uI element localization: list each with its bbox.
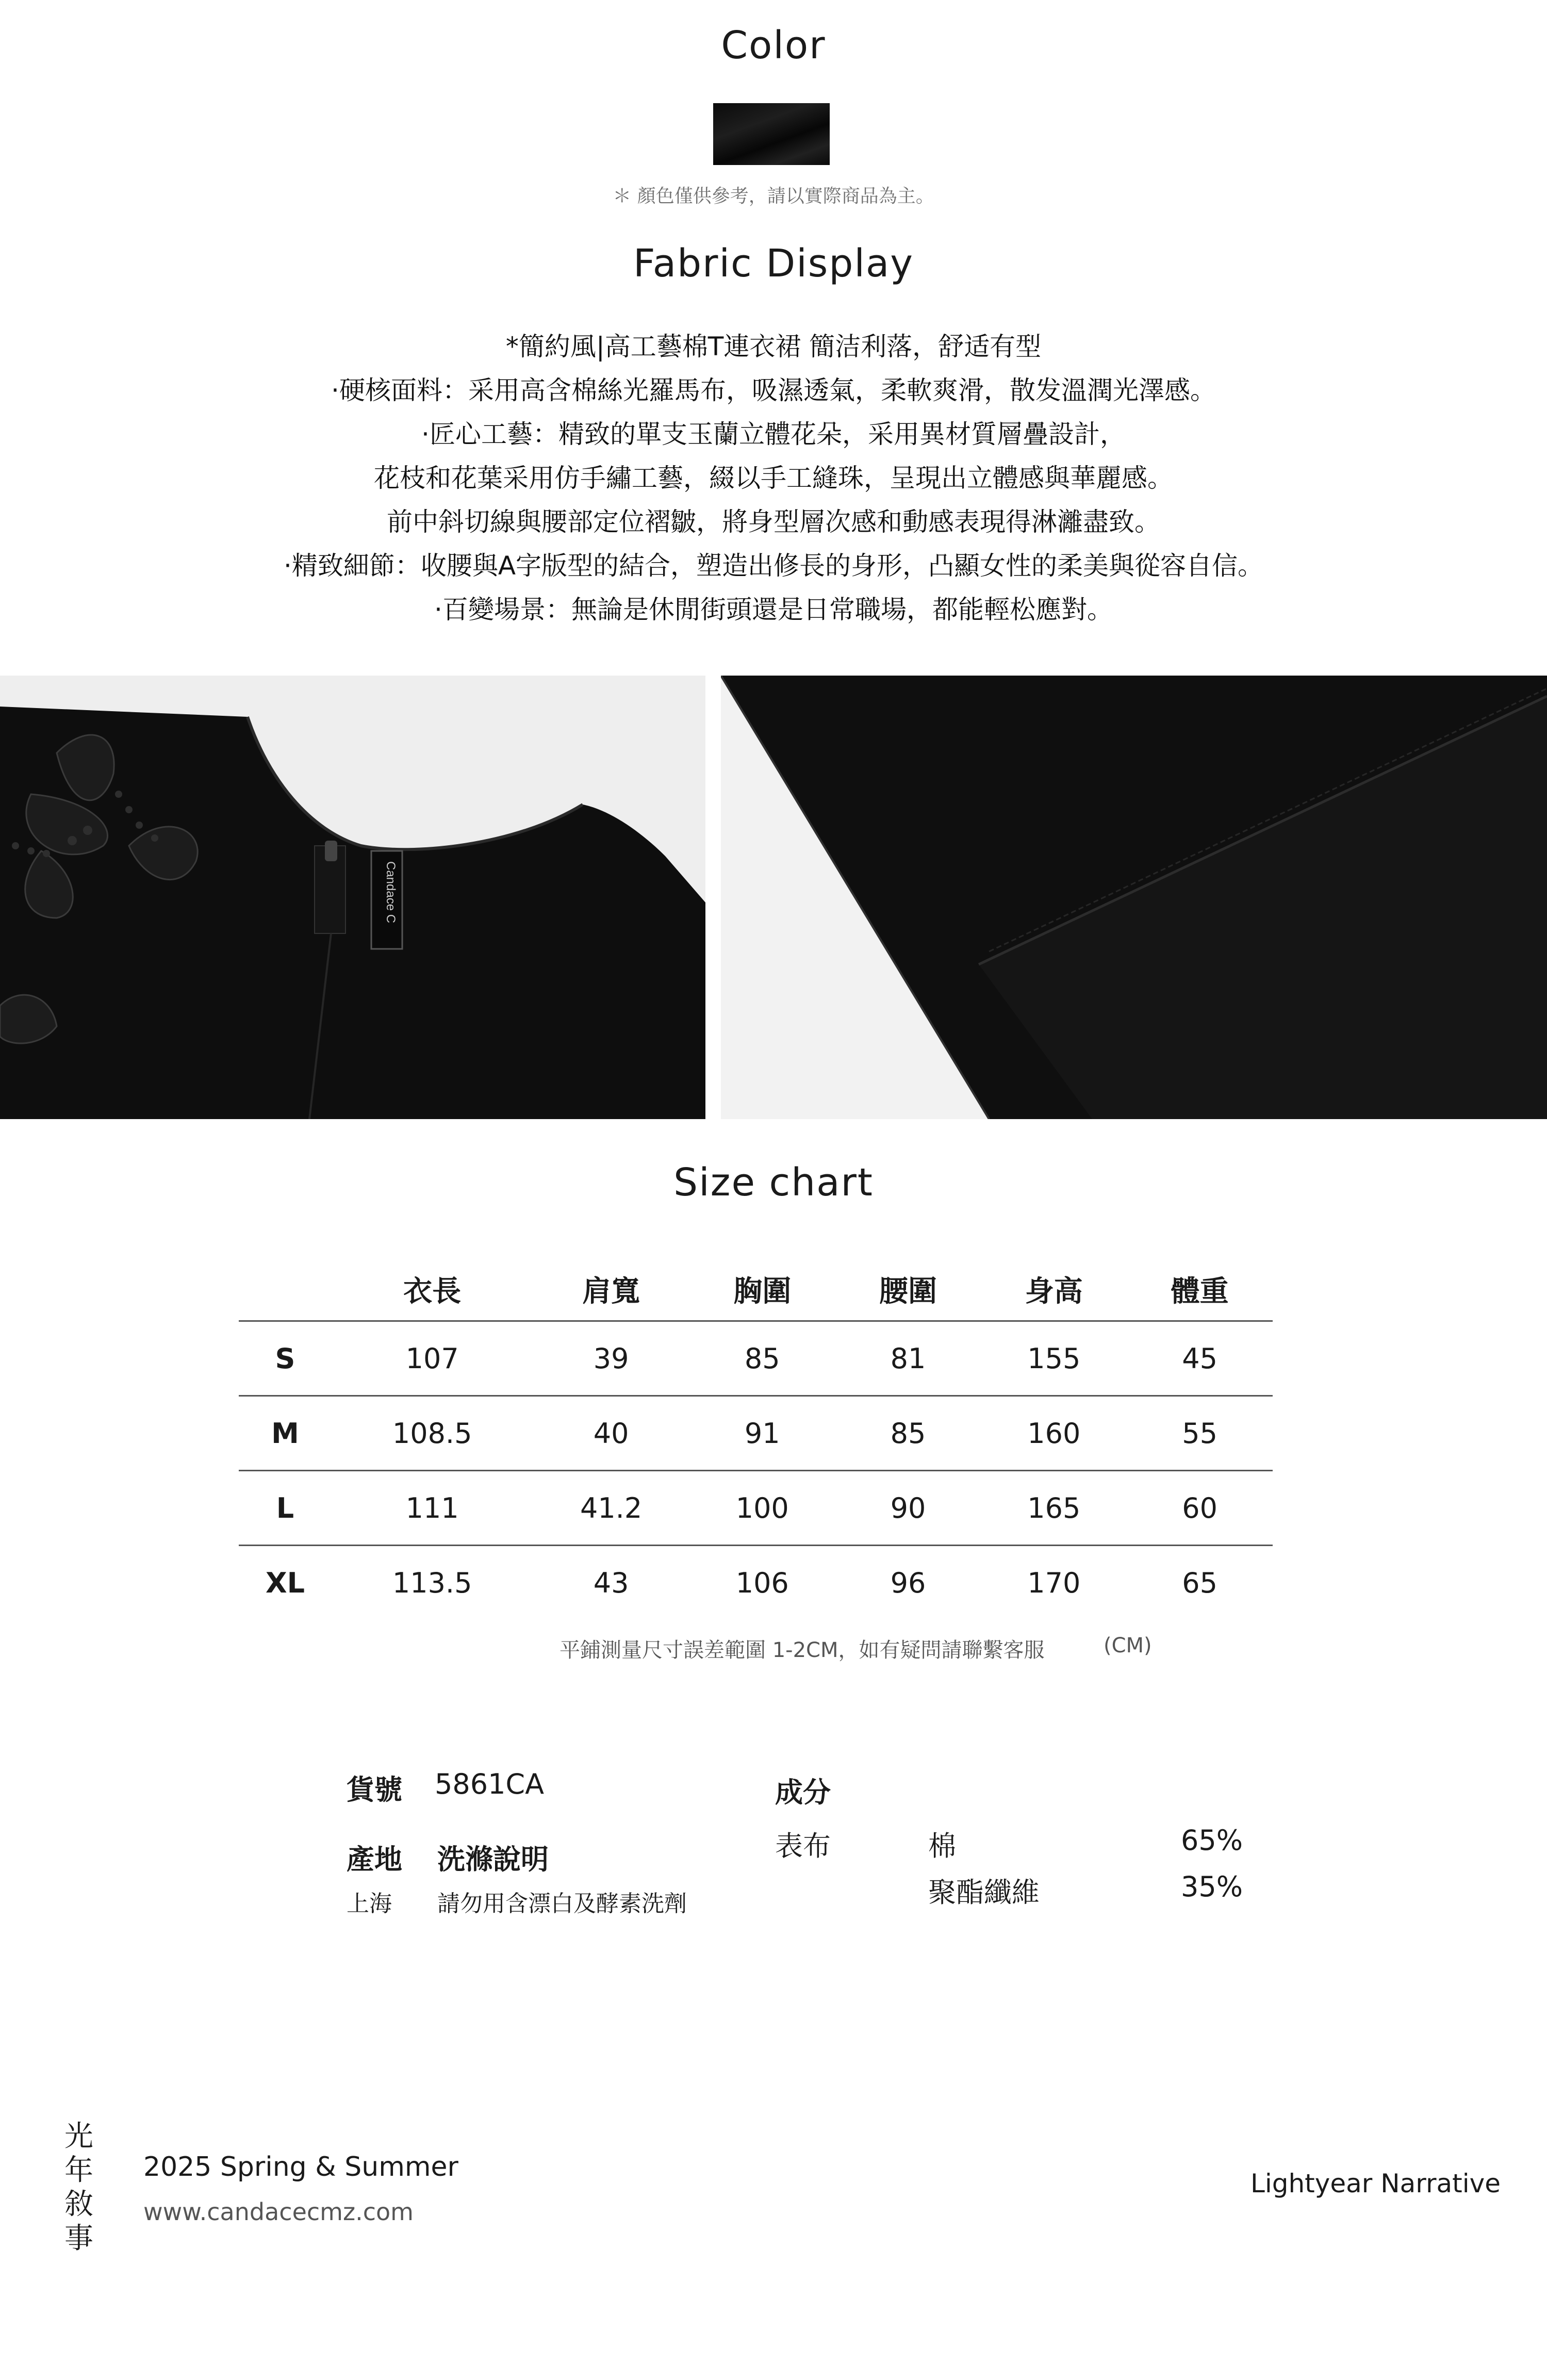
table-cell: 45 bbox=[1127, 1321, 1273, 1396]
size-table bbox=[239, 1258, 1273, 1619]
table-row bbox=[239, 1396, 1273, 1471]
size-label: L bbox=[239, 1471, 332, 1546]
table-row bbox=[239, 1321, 1273, 1396]
black-color-swatch[interactable] bbox=[713, 103, 830, 165]
table-cell: 155 bbox=[981, 1321, 1127, 1396]
table-cell: 41.2 bbox=[533, 1471, 689, 1546]
table-cell: 113.5 bbox=[332, 1546, 533, 1620]
table-cell: 107 bbox=[332, 1321, 533, 1396]
wash-instruction: 請勿用含漂白及酵素洗劑 bbox=[437, 1891, 687, 1917]
size-label: M bbox=[239, 1396, 332, 1471]
table-cell: 65 bbox=[1127, 1546, 1273, 1620]
description-line: *簡約風|高工藝棉T連衣裙 簡洁利落，舒适有型 bbox=[505, 332, 1042, 362]
description-line: ·硬核面料：采用高含棉絲光羅馬布，吸濕透氣，柔軟爽滑，散发溫潤光澤感。 bbox=[331, 375, 1216, 405]
table-cell: 39 bbox=[533, 1321, 689, 1396]
header-cell: 身高 bbox=[1025, 1275, 1083, 1308]
item-no-label: 貨號 bbox=[347, 1774, 402, 1806]
table-cell: 43 bbox=[533, 1546, 689, 1620]
table-cell: 108.5 bbox=[332, 1396, 533, 1471]
material-percent: 65% bbox=[1181, 1824, 1243, 1857]
table-cell: 165 bbox=[981, 1471, 1127, 1546]
table-cell: 85 bbox=[689, 1321, 835, 1396]
table-cell: 60 bbox=[1127, 1471, 1273, 1546]
table-cell: 111 bbox=[332, 1471, 533, 1546]
table-row bbox=[239, 1471, 1273, 1546]
color-section-title: Color bbox=[721, 23, 826, 68]
origin-value: 上海 bbox=[347, 1891, 392, 1917]
description-line: 花枝和花葉采用仿手繡工藝，綴以手工縫珠，呈現出立體感與華麗感。 bbox=[374, 463, 1173, 493]
garment-label-text: Candace C bbox=[384, 861, 398, 924]
header-cell: 肩寬 bbox=[582, 1275, 640, 1308]
table-cell: 90 bbox=[835, 1471, 981, 1546]
fabric-part: 表布 bbox=[775, 1830, 831, 1862]
item-no-value: 5861CA bbox=[435, 1768, 545, 1800]
description-line: ·百變場景：無論是休閒街頭還是日常職場，都能輕松應對。 bbox=[434, 595, 1113, 625]
website-link[interactable]: www.candacecmz.com bbox=[143, 2198, 414, 2226]
header-cell: 腰圍 bbox=[879, 1275, 937, 1308]
size-label: XL bbox=[239, 1546, 332, 1620]
size-label: S bbox=[239, 1321, 332, 1396]
table-cell: 91 bbox=[689, 1396, 835, 1471]
header-cell: 衣長 bbox=[403, 1275, 462, 1308]
fabric-section-title: Fabric Display bbox=[633, 241, 914, 286]
table-cell: 96 bbox=[835, 1546, 981, 1620]
material-name: 棉 bbox=[928, 1830, 956, 1862]
table-cell: 100 bbox=[689, 1471, 835, 1546]
table-cell: 170 bbox=[981, 1546, 1127, 1620]
table-row bbox=[239, 1546, 1273, 1620]
neckline-detail-photo bbox=[0, 676, 705, 1119]
description-line: 前中斜切線與腰部定位褶皺，將身型層次感和動感表現得淋灕盡致。 bbox=[387, 507, 1160, 537]
size-table-header bbox=[239, 1258, 1273, 1321]
description-line: ·匠心工藝：精致的單支玉蘭立體花朵，采用異材質層疊設計， bbox=[421, 419, 1126, 449]
table-cell: 81 bbox=[835, 1321, 981, 1396]
size-unit: (CM) bbox=[1104, 1634, 1152, 1657]
header-cell: 體重 bbox=[1171, 1275, 1229, 1308]
color-disclaimer: ＊ 顏色僅供參考，請以實際商品為主。 bbox=[613, 186, 934, 207]
table-cell: 85 bbox=[835, 1396, 981, 1471]
neckline-illustration bbox=[0, 676, 705, 1119]
brand-name-en: Lightyear Narrative bbox=[1250, 2169, 1501, 2198]
fabric-description bbox=[0, 325, 1547, 632]
wash-label: 洗滌說明 bbox=[437, 1843, 549, 1876]
season-label: 2025 Spring & Summer bbox=[143, 2152, 458, 2182]
table-cell: 106 bbox=[689, 1546, 835, 1620]
size-measurement-note: 平鋪測量尺寸誤差範圍 1-2CM，如有疑問請聯繫客服 bbox=[559, 1638, 1045, 1662]
table-cell: 160 bbox=[981, 1396, 1127, 1471]
description-line: ·精致細節：收腰與A字版型的結合，塑造出修長的身形，凸顯女性的柔美與從容自信。 bbox=[283, 551, 1264, 581]
composition-label: 成分 bbox=[775, 1776, 831, 1809]
header-cell: 胸圍 bbox=[733, 1275, 792, 1308]
hem-illustration bbox=[721, 676, 1547, 1119]
table-cell: 40 bbox=[533, 1396, 689, 1471]
material-name: 聚酯纖維 bbox=[928, 1876, 1040, 1909]
origin-label: 產地 bbox=[347, 1843, 402, 1876]
material-percent: 35% bbox=[1181, 1870, 1243, 1903]
brand-logo-vertical: 光年敘事 bbox=[64, 2120, 93, 2255]
header-cell bbox=[239, 1258, 332, 1321]
hem-detail-photo bbox=[721, 676, 1547, 1119]
size-chart-title: Size chart bbox=[673, 1160, 874, 1205]
table-cell: 55 bbox=[1127, 1396, 1273, 1471]
